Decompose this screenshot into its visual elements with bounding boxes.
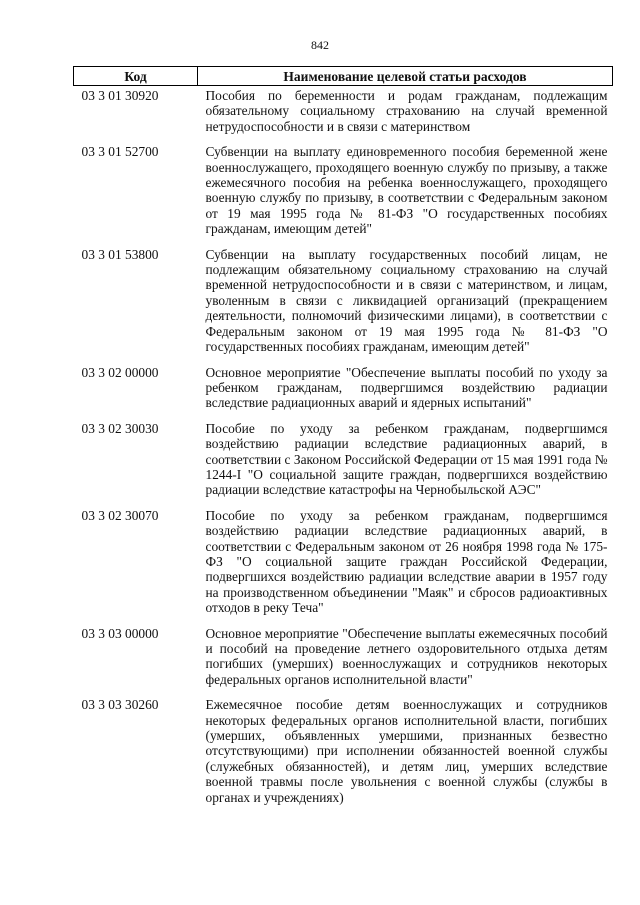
row-code: 03 3 01 52700 <box>81 144 159 160</box>
name-column-header: Наименование целевой статьи расходов <box>198 67 613 86</box>
table-row <box>74 506 613 624</box>
row-code: 03 3 03 00000 <box>81 625 159 641</box>
row-name: Пособие по уходу за ребенком гражданам, подвергшимся воздействию радиации вследствие радиационных аварий, в соответствии с Федеральным законом от 26 ноября 1998 года № 175-ФЗ "О социальной защите граждан Российской Федерации, подвергшихся воздействию радиации вследствие аварии в 1957 году на производственном объединении "Маяк" и сбросов радиоактивных отходов в реку Теча" <box>205 507 608 616</box>
table-row <box>74 624 613 696</box>
row-name: Основное мероприятие "Обеспечение выплаты пособий по уходу за ребенком гражданам, подвергшимся воздействию радиации вследствие радиационных аварий и ядерных испытаний" <box>205 364 608 411</box>
table-row <box>74 86 613 143</box>
table-header-row <box>74 67 613 86</box>
row-code: 03 3 02 30030 <box>81 420 159 436</box>
row-code: 03 3 03 30260 <box>81 697 159 713</box>
code-column-header: Код <box>74 67 198 86</box>
row-code: 03 3 01 30920 <box>81 88 159 103</box>
row-name: Субвенции на выплату государственных пособий лицам, не подлежащим обязательному социальному страхованию на случай временной нетрудоспособности и в связи с материнством, и лицам, уволенным в связи с ликвидацией организаций (прекращением деятельности, полномочий физическими лицами), в соответствии с Федеральным законом от 19 мая 1995 года № 81-ФЗ "О государственных пособиях гражданам, имеющим детей" <box>205 246 608 355</box>
row-code: 03 3 02 00000 <box>81 364 159 380</box>
table-row <box>74 695 613 813</box>
table-row <box>74 419 613 506</box>
row-code: 03 3 02 30070 <box>81 507 159 523</box>
table-row <box>74 245 613 363</box>
row-name: Основное мероприятие "Обеспечение выплаты ежемесячных пособий и пособий на проведение летнего оздоровительного отдыха детям погибших (умерших) военнослужащих и сотрудников некоторых федеральных органов исполнительной власти" <box>205 625 608 687</box>
row-name: Ежемесячное пособие детям военнослужащих и сотрудников некоторых федеральных органов исполнительной власти, погибших (умерших, объявленных умершими, признанных безвестно отсутствующими) при исполнении обязанностей военной службы (служебных обязанностей), и детям лиц, умерших вследствие военной травмы после увольнения с военной службы (службы в органах и учреждениях) <box>205 697 608 805</box>
row-code: 03 3 01 53800 <box>81 246 159 262</box>
row-name: Субвенции на выплату единовременного пособия беременной жене военнослужащего, проходящего военную службу по призыву, а также ежемесячного пособия на ребенка военнослужащего, проходящего военную службу по призыву, в соответствии с Федеральным законом от 19 мая 1995 года № 81-ФЗ "О государственных пособиях гражданам, имеющим детей" <box>205 144 608 237</box>
row-name: Пособие по уходу за ребенком гражданам, подвергшимся воздействию радиации вследствие радиационных аварий, в соответствии с Законом Российской Федерации от 15 мая 1991 года № 1244-I "О социальной защите граждан, подвергшихся воздействию радиации вследствие катастрофы на Чернобыльской АЭС" <box>205 420 608 498</box>
budget-codes-table <box>73 66 613 813</box>
page-number: 842 <box>311 38 329 52</box>
row-name: Пособия по беременности и родам гражданам, подлежащим обязательному социальному страхованию на случай временной нетрудоспособности и в связи с материнством <box>205 88 608 134</box>
table-row <box>74 363 613 419</box>
table-row <box>74 142 613 244</box>
